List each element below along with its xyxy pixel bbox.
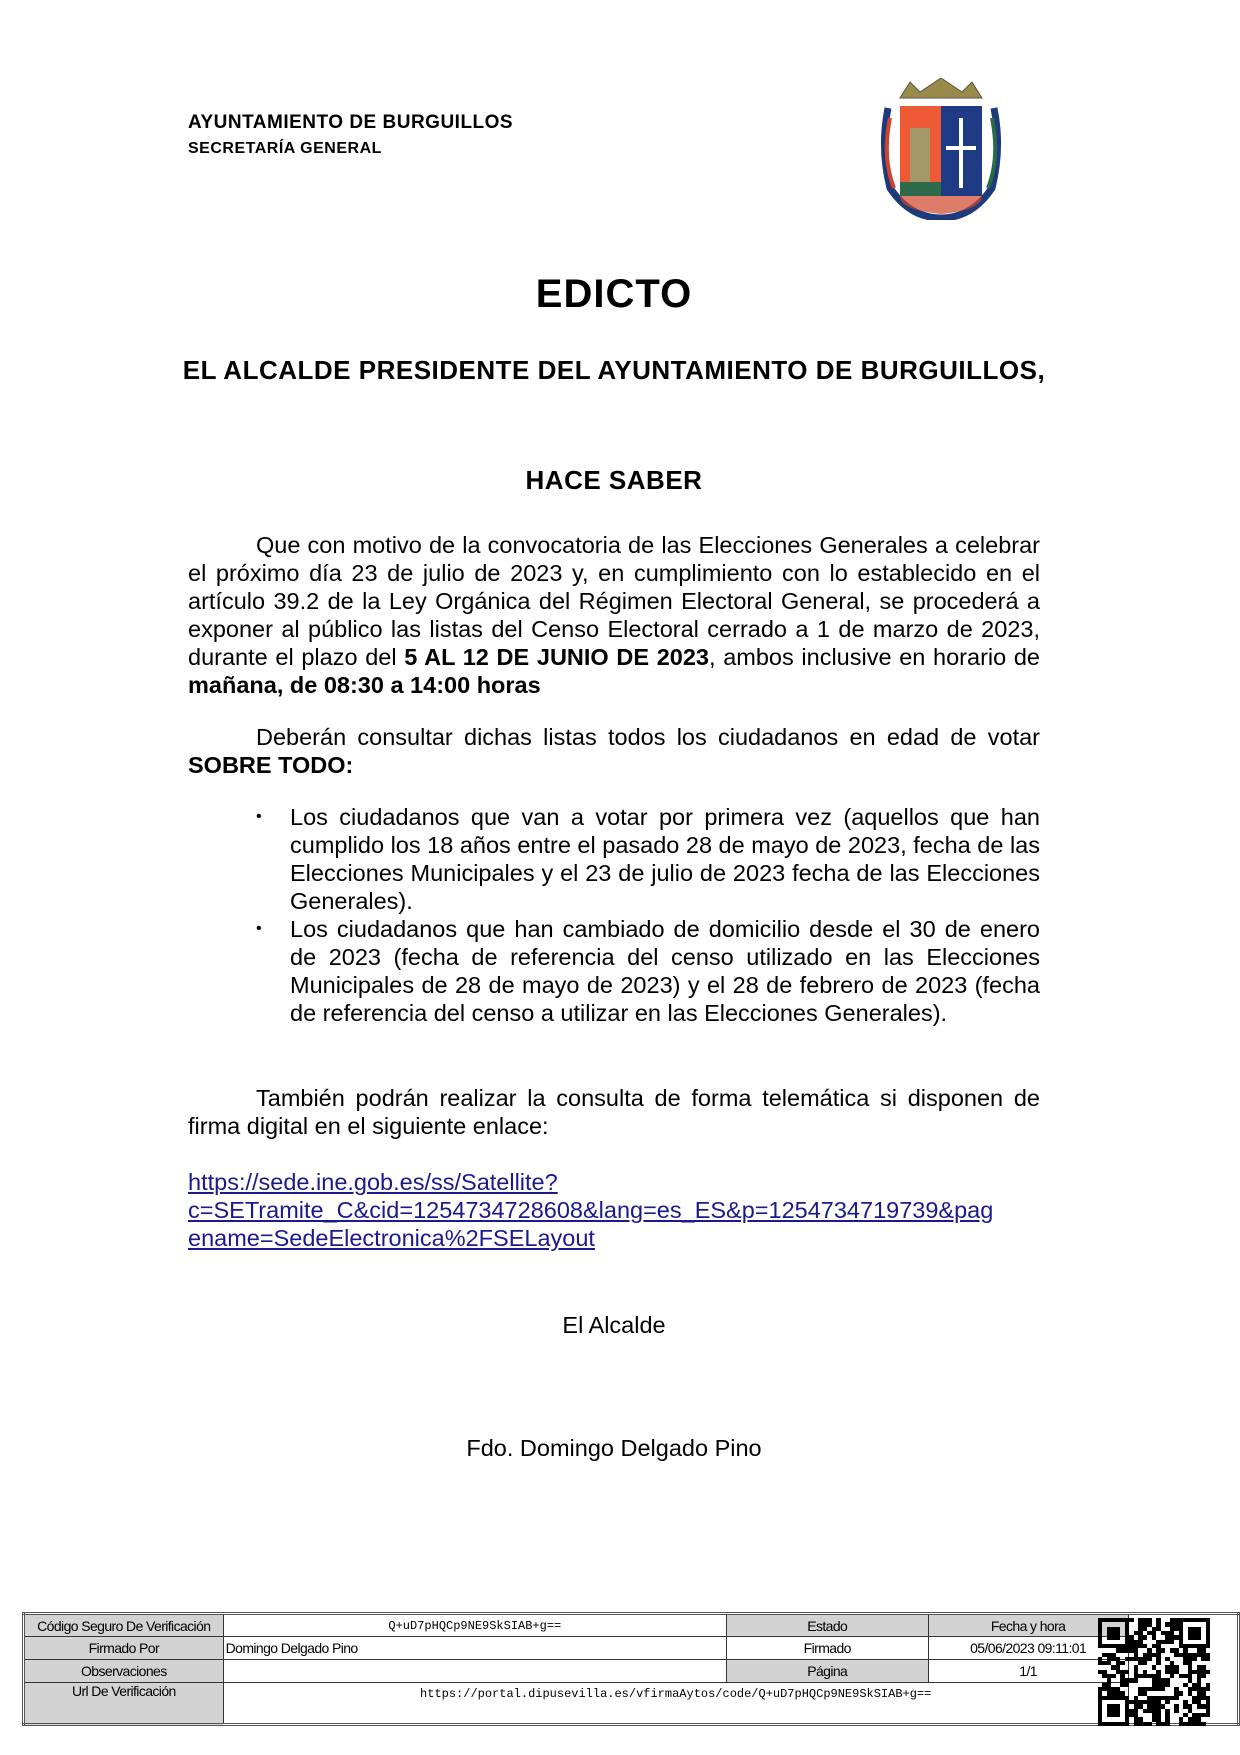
list-item: • Los ciudadanos que van a votar por primera vez (aquellos que han cumplido los 18 años entre el pasado 28 de mayo de 2023, fecha de las Elecciones Municipales y el 23 de julio de 2023 fecha de las Elecciones Generales). — [188, 803, 1040, 915]
text: Que con motivo de la convocatoria de las Elecciones Generales a celebrar el próximo día 23 de julio de 2023 y, en cumplimiento con lo establecido en el artículo 39.2 de la Ley Orgánica del Régimen Electoral General, se procederá a exponer al público las listas del Censo Electoral cerrado a 1 de marzo de 2023, durante el plazo del — [188, 532, 1040, 670]
text: Deberán consultar dichas listas todos los ciudadanos en edad de votar — [256, 724, 1040, 750]
obs-value — [223, 1660, 726, 1683]
link-line[interactable]: c=SETramite_C&cid=1254734728608&lang=es_ES&p=1254734719739&pag — [188, 1197, 994, 1223]
issuer-heading: EL ALCALDE PRESIDENTE DEL AYUNTAMIENTO DE BURGUILLOS, — [182, 355, 1046, 385]
text: , ambos inclusive en horario de — [708, 644, 1040, 670]
csv-value: Q+uD7pHQCp9NE9SkSIAB+g== — [223, 1614, 726, 1637]
signature-name: Fdo. Domingo Delgado Pino — [466, 1435, 762, 1461]
list-item: • Los ciudadanos que han cambiado de domicilio desde el 30 de enero de 2023 (fecha de referencia del censo utilizado en las Elecciones Municipales de 28 de mayo de 2023) y el 28 de febrero de 2023 (fecha de referencia del censo a utilizar en las Elecciones Generales). — [188, 915, 1040, 1027]
paragraph-who — [188, 723, 1040, 779]
csv-label: Código Seguro De Verificación — [24, 1614, 224, 1637]
link-line[interactable]: ename=SedeElectronica%2FSELayout — [188, 1225, 595, 1251]
link-line[interactable]: https://sede.ine.gob.es/ss/Satellite? — [188, 1169, 558, 1195]
qr-code — [1098, 1618, 1210, 1726]
firmado-label: Firmado Por — [24, 1637, 224, 1660]
sobre-todo-bold: SOBRE TODO: — [188, 752, 354, 778]
announcement-heading: HACE SABER — [525, 465, 703, 495]
url-label: Url De Verificación — [24, 1683, 224, 1725]
pagina-value: 1/1 — [928, 1660, 1128, 1683]
document-title: EDICTO — [535, 272, 693, 316]
obs-label: Observaciones — [24, 1660, 224, 1683]
org-name: AYUNTAMIENTO DE BURGUILLOS — [188, 112, 514, 133]
estado-value: Firmado — [727, 1637, 928, 1660]
ine-link[interactable] — [188, 1168, 1040, 1252]
department: SECRETARÍA GENERAL — [188, 140, 382, 157]
pagina-label: Página — [727, 1660, 928, 1683]
signature-role: El Alcalde — [562, 1312, 666, 1338]
fecha-label: Fecha y hora — [928, 1614, 1128, 1637]
coat-of-arms-logo — [880, 78, 1002, 220]
url-value[interactable]: https://portal.dipusevilla.es/vfirmaAytos/code/Q+uD7pHQCp9NE9SkSIAB+g== — [223, 1683, 1128, 1725]
qr-module — [1206, 1722, 1210, 1726]
verification-table — [22, 1612, 1240, 1726]
fecha-value: 05/06/2023 09:11:01 — [928, 1637, 1128, 1660]
paragraph-intro — [188, 531, 1040, 699]
paragraph-online: También podrán realizar la consulta de forma telemática si disponen de firma digital en el siguiente enlace: — [188, 1085, 1040, 1139]
firmado-value: Domingo Delgado Pino — [223, 1637, 726, 1660]
dates-bold: 5 AL 12 DE JUNIO DE 2023 — [404, 644, 709, 670]
hours-bold: mañana, de 08:30 a 14:00 horas — [188, 672, 541, 698]
estado-label: Estado — [727, 1614, 928, 1637]
bullet-list — [188, 803, 1040, 1027]
